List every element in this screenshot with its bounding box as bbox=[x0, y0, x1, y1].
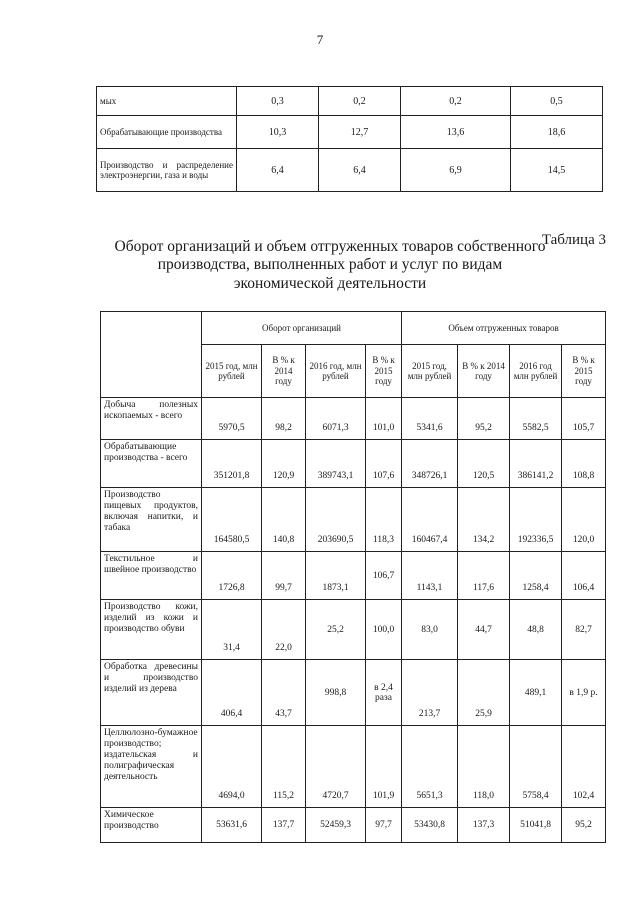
cell-value: 12,7 bbox=[319, 116, 401, 149]
column-header: В % к 2014 году bbox=[458, 345, 510, 398]
cell-value: 5970,5 bbox=[202, 398, 262, 440]
column-header: 2015 год, млн рублей bbox=[402, 345, 458, 398]
cell-value: 43,7 bbox=[262, 660, 306, 726]
cell-value: 13,6 bbox=[401, 116, 511, 149]
table-row bbox=[101, 552, 606, 600]
cell-value: 118,0 bbox=[458, 726, 510, 808]
table-row bbox=[101, 808, 606, 843]
cell-value: 25,9 bbox=[458, 660, 510, 726]
cell-value: 95,2 bbox=[458, 398, 510, 440]
cell-value: 160467,4 bbox=[402, 488, 458, 552]
row-label: Обрабатывающие производства - всего bbox=[101, 440, 202, 488]
column-header: 2015 год, млн рублей bbox=[202, 345, 262, 398]
cell-value: 31,4 bbox=[202, 600, 262, 660]
cell-value: 6,9 bbox=[401, 149, 511, 192]
cell-value: 95,2 bbox=[562, 808, 606, 843]
cell-value: 0,2 bbox=[319, 87, 401, 116]
cell-value: 137,7 bbox=[262, 808, 306, 843]
cell-value: 6,4 bbox=[319, 149, 401, 192]
cell-value: 6,4 bbox=[237, 149, 319, 192]
cell-value: 5651,3 bbox=[402, 726, 458, 808]
cell-value: 998,8 bbox=[306, 660, 366, 726]
cell-value: 213,7 bbox=[402, 660, 458, 726]
table-row bbox=[101, 726, 606, 808]
table-row bbox=[97, 116, 603, 149]
cell-value: 137,3 bbox=[458, 808, 510, 843]
table-title: Оборот организаций и объем отгруженных товаров собственного производства, выполненных работ и услуг по видам экономической деятельности bbox=[114, 238, 546, 292]
row-label: Целлюлозно-бумажное производство; издательская и полиграфическая деятельность bbox=[101, 726, 202, 808]
row-label: Производство кожи, изделий из кожи и производство обуви bbox=[101, 600, 202, 660]
cell-value: 348726,1 bbox=[402, 440, 458, 488]
cell-value: 18,6 bbox=[511, 116, 603, 149]
cell-value: 5582,5 bbox=[510, 398, 562, 440]
cell-value: 134,2 bbox=[458, 488, 510, 552]
cell-value: 6071,3 bbox=[306, 398, 366, 440]
cell-value: 101,9 bbox=[366, 726, 402, 808]
cell-value: 101,0 bbox=[366, 398, 402, 440]
cell-value: 97,7 bbox=[366, 808, 402, 843]
cell-value: 52459,3 bbox=[306, 808, 366, 843]
cell-value: 1726,8 bbox=[202, 552, 262, 600]
table-row bbox=[101, 660, 606, 726]
cell-value: 53430,8 bbox=[402, 808, 458, 843]
row-label: Производство и распределение электроэнергии, газа и воды bbox=[97, 149, 237, 192]
row-label: Добыча полезных ископаемых - всего bbox=[101, 398, 202, 440]
cell-value: 0,3 bbox=[237, 87, 319, 116]
cell-value: 44,7 bbox=[458, 600, 510, 660]
cell-value: 5758,4 bbox=[510, 726, 562, 808]
cell-value: 106,7 bbox=[366, 552, 402, 600]
column-header: В % к 2015 году bbox=[366, 345, 402, 398]
turnover-table bbox=[100, 311, 606, 843]
cell-value: 351201,8 bbox=[202, 440, 262, 488]
cell-value: 1143,1 bbox=[402, 552, 458, 600]
row-label: мых bbox=[97, 87, 237, 116]
table-row bbox=[101, 488, 606, 552]
cell-value: в 2,4 раза bbox=[366, 660, 402, 726]
cell-value: 203690,5 bbox=[306, 488, 366, 552]
cell-value: 82,7 bbox=[562, 600, 606, 660]
cell-value: 51041,8 bbox=[510, 808, 562, 843]
corner-cell bbox=[101, 312, 202, 398]
cell-value: 120,5 bbox=[458, 440, 510, 488]
cell-value: 106,4 bbox=[562, 552, 606, 600]
row-label: Производство пищевых продуктов, включая напитки, и табака bbox=[101, 488, 202, 552]
table-row bbox=[101, 398, 606, 440]
cell-value: 386141,2 bbox=[510, 440, 562, 488]
cell-value: 14,5 bbox=[511, 149, 603, 192]
cell-value: 406,4 bbox=[202, 660, 262, 726]
row-label: Химическое производство bbox=[101, 808, 202, 843]
cell-value: 108,8 bbox=[562, 440, 606, 488]
table-row bbox=[97, 149, 603, 192]
table-number: Таблица 3 bbox=[541, 232, 606, 248]
group-header-turnover: Оборот организаций bbox=[202, 312, 402, 345]
cell-value: 140,8 bbox=[262, 488, 306, 552]
cell-value: 83,0 bbox=[402, 600, 458, 660]
cell-value: 4720,7 bbox=[306, 726, 366, 808]
cell-value: 118,3 bbox=[366, 488, 402, 552]
cell-value: 0,2 bbox=[401, 87, 511, 116]
cell-value: 115,2 bbox=[262, 726, 306, 808]
cell-value: 5341,6 bbox=[402, 398, 458, 440]
table-row bbox=[101, 440, 606, 488]
continuation-table bbox=[96, 86, 603, 192]
cell-value: 489,1 bbox=[510, 660, 562, 726]
row-label: Обрабатывающие производства bbox=[97, 116, 237, 149]
cell-value: 192336,5 bbox=[510, 488, 562, 552]
column-header: В % к 2014 году bbox=[262, 345, 306, 398]
cell-value: 105,7 bbox=[562, 398, 606, 440]
group-header-shipped: Объем отгруженных товаров bbox=[402, 312, 606, 345]
cell-value: 10,3 bbox=[237, 116, 319, 149]
cell-value: 99,7 bbox=[262, 552, 306, 600]
header-row bbox=[101, 312, 606, 345]
cell-value: в 1,9 р. bbox=[562, 660, 606, 726]
cell-value: 102,4 bbox=[562, 726, 606, 808]
cell-value: 100,0 bbox=[366, 600, 402, 660]
cell-value: 1258,4 bbox=[510, 552, 562, 600]
cell-value: 1873,1 bbox=[306, 552, 366, 600]
cell-value: 107,6 bbox=[366, 440, 402, 488]
table-row bbox=[97, 87, 603, 116]
cell-value: 120,9 bbox=[262, 440, 306, 488]
row-label: Текстильное и швейное производство bbox=[101, 552, 202, 600]
column-header: 2016 год млн рублей bbox=[510, 345, 562, 398]
cell-value: 98,2 bbox=[262, 398, 306, 440]
table-row bbox=[101, 600, 606, 660]
cell-value: 0,5 bbox=[511, 87, 603, 116]
cell-value: 48,8 bbox=[510, 600, 562, 660]
cell-value: 25,2 bbox=[306, 600, 366, 660]
cell-value: 4694,0 bbox=[202, 726, 262, 808]
column-header: 2016 год, млн рублей bbox=[306, 345, 366, 398]
cell-value: 117,6 bbox=[458, 552, 510, 600]
column-header: В % к 2015 году bbox=[562, 345, 606, 398]
cell-value: 164580,5 bbox=[202, 488, 262, 552]
cell-value: 120,0 bbox=[562, 488, 606, 552]
page-number: 7 bbox=[316, 32, 324, 47]
row-label: Обработка древесины и производство изделий из дерева bbox=[101, 660, 202, 726]
cell-value: 389743,1 bbox=[306, 440, 366, 488]
cell-value: 53631,6 bbox=[202, 808, 262, 843]
cell-value: 22,0 bbox=[262, 600, 306, 660]
